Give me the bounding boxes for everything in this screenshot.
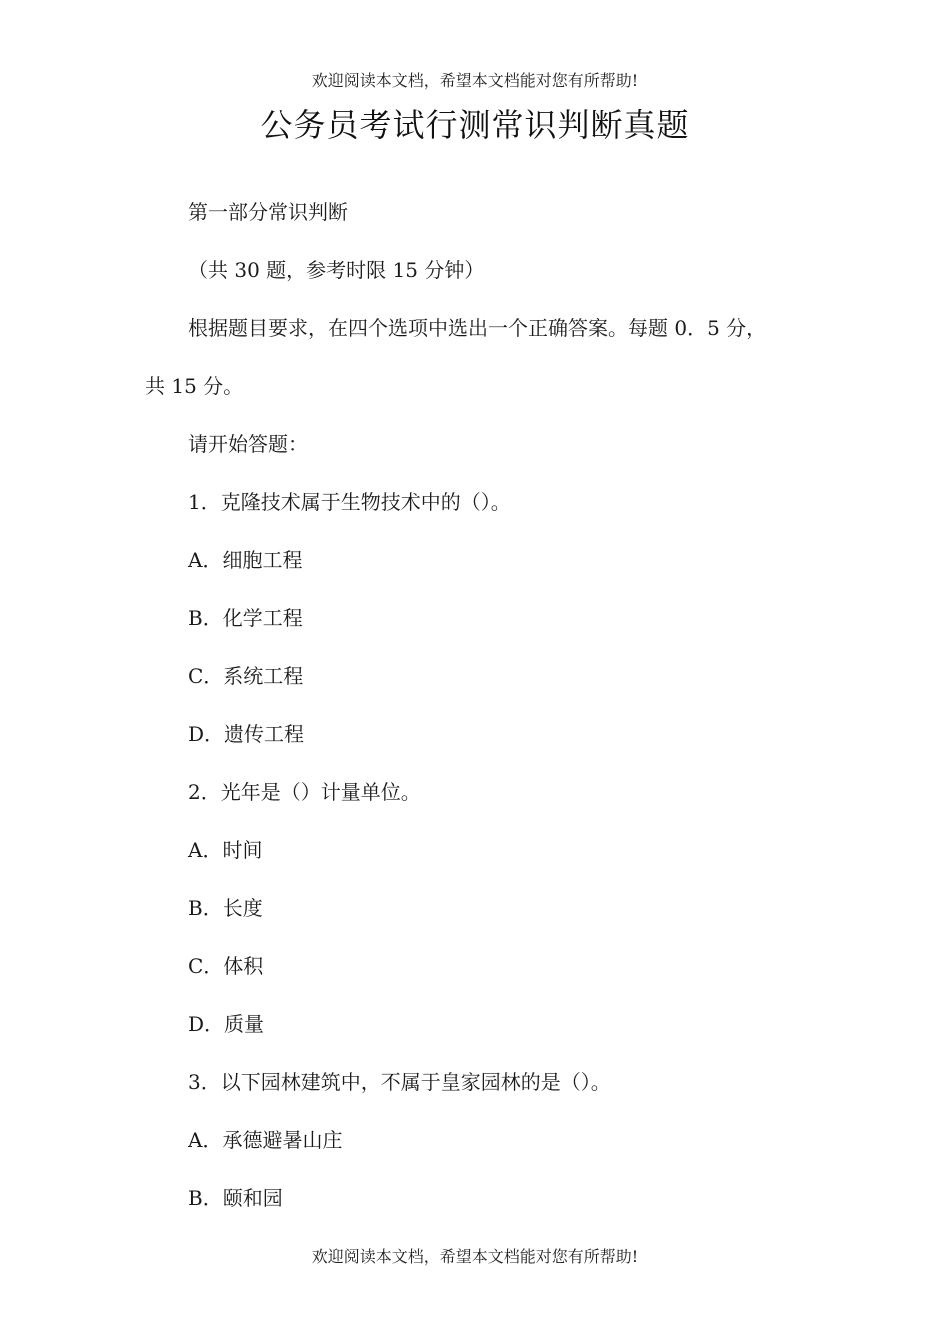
section-info: （共 30 题，参考时限 15 分钟） (188, 258, 485, 282)
question-1-option-a: A．细胞工程 (188, 548, 303, 572)
question-2-option-d: D．质量 (188, 1012, 265, 1036)
question-3-option-a: A．承德避暑山庄 (188, 1128, 343, 1152)
question-1-stem: 1．克隆技术属于生物技术中的（）。 (188, 490, 511, 514)
start-prompt: 请开始答题： (188, 432, 308, 456)
question-2-option-c: C．体积 (188, 954, 264, 978)
section-title: 第一部分常识判断 (188, 200, 348, 224)
question-1-option-c: C．系统工程 (188, 664, 304, 688)
question-1-option-b: B．化学工程 (188, 606, 303, 630)
question-3-stem: 3．以下园林建筑中，不属于皇家园林的是（）。 (188, 1070, 611, 1094)
instruction-line-1: 根据题目要求，在四个选项中选出一个正确答案。每题 0．5 分， (188, 316, 767, 340)
footer-note: 欢迎阅读本文档，希望本文档能对您有所帮助! (311, 1247, 639, 1266)
question-2-option-b: B．长度 (188, 896, 263, 920)
question-1-option-d: D．遗传工程 (188, 722, 305, 746)
document-title: 公务员考试行测常识判断真题 (260, 106, 690, 144)
question-3-option-b: B．颐和园 (188, 1186, 283, 1210)
instruction-line-2: 共 15 分。 (145, 374, 244, 398)
question-2-stem: 2．光年是（）计量单位。 (188, 780, 421, 804)
header-note: 欢迎阅读本文档，希望本文档能对您有所帮助! (311, 71, 639, 90)
question-2-option-a: A．时间 (188, 838, 263, 862)
